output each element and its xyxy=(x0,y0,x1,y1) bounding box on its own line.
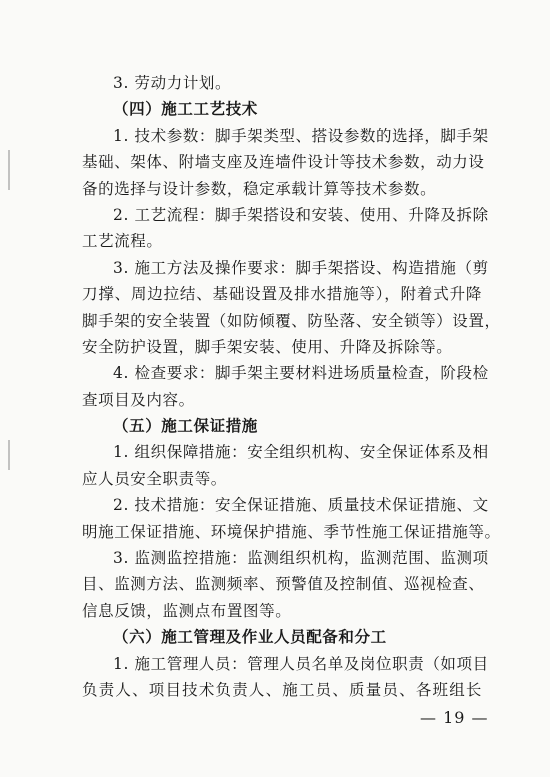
paragraph-line: 1. 技术参数：脚手架类型、搭设参数的选择，脚手架 xyxy=(113,126,489,145)
paragraph-line: 负责人、项目技术负责人、施工员、质量员、各班组长 xyxy=(82,680,482,699)
paragraph-line: 安全防护设置，脚手架安装、使用、升降及拆除等。 xyxy=(82,337,453,356)
section-heading-guarantee-measures: （五）施工保证措施 xyxy=(113,416,258,436)
document-body xyxy=(82,70,501,703)
paragraph-line: 2. 技术措施：安全保证措施、质量技术保证措施、文 xyxy=(113,496,489,515)
page-number: — 19 — xyxy=(420,708,489,727)
paragraph-line: 信息反馈，监测点布置图等。 xyxy=(82,601,292,620)
paragraph-line: 备的选择与设计参数，稳定承载计算等技术参数。 xyxy=(82,179,437,198)
paragraph-line: 3. 施工方法及操作要求：脚手架搭设、构造措施（剪 xyxy=(113,258,489,277)
paragraph-line: 刀撑、周边拉结、基础设置及排水措施等），附着式升降 xyxy=(82,285,482,304)
section-heading-process-technology: （四）施工工艺技术 xyxy=(113,99,258,119)
paragraph-line: 脚手架的安全装置（如防倾覆、防坠落、安全锁等）设置， xyxy=(82,311,501,330)
paragraph-line: 工艺流程。 xyxy=(82,232,163,251)
paragraph-line: 查项目及内容。 xyxy=(82,390,195,409)
paragraph-line: 目、监测方法、监测频率、预警值及控制值、巡视检查、 xyxy=(82,575,485,594)
paragraph-line: 基础、架体、附墙支座及连墙件设计等技术参数，动力设 xyxy=(82,153,485,172)
paragraph-line: 3. 监测监控措施：监测组织机构，监测范围、监测项 xyxy=(113,549,489,568)
paragraph-line: 1. 施工管理人员：管理人员名单及岗位职责（如项目 xyxy=(113,654,489,673)
section-heading-personnel: （六）施工管理及作业人员配备和分工 xyxy=(113,627,387,647)
scan-artifact xyxy=(8,440,10,470)
paragraph-line: 1. 组织保障措施：安全组织机构、安全保证体系及相 xyxy=(113,443,489,462)
paragraph-line: 2. 工艺流程：脚手架搭设和安装、使用、升降及拆除 xyxy=(113,205,489,224)
paragraph-line: 应人员安全职责等。 xyxy=(82,469,227,488)
item-labor-plan: 3. 劳动力计划。 xyxy=(113,74,232,92)
paragraph-line: 明施工保证措施、环境保护措施、季节性施工保证措施等。 xyxy=(82,522,501,541)
paragraph-line: 4. 检查要求：脚手架主要材料进场质量检查，阶段检 xyxy=(113,364,489,383)
scan-artifact xyxy=(8,150,10,190)
